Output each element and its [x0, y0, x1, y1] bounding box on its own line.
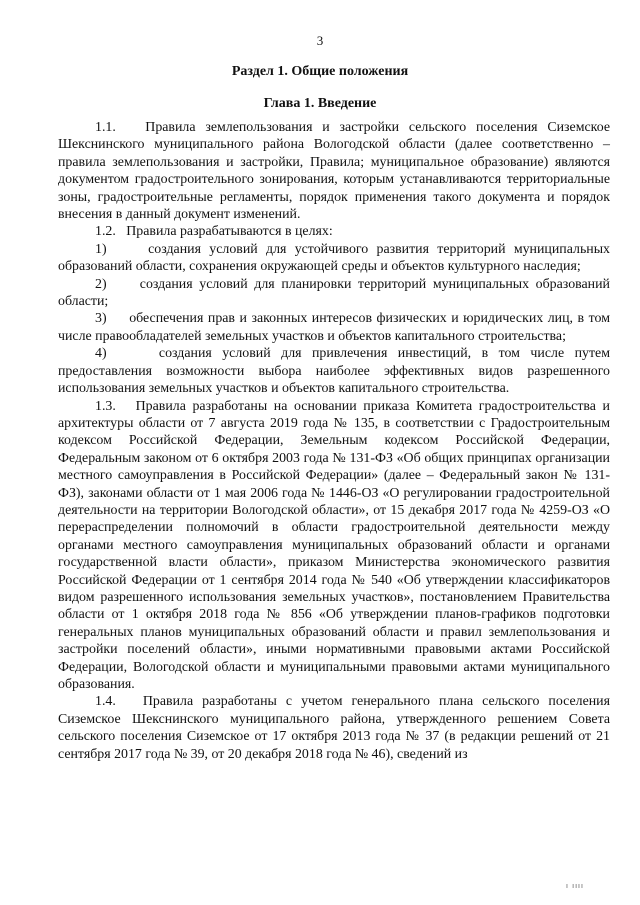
paragraph-1-4: 1.4. Правила разработаны с учетом генерального плана сельского поселения Сиземское Шекснинского муниципального района, утвержденного решением Совета сельского поселения Сиземское от 17 октября 2013 года № 37 (в редакции решений от 21 сентября 2017 года № 39, от 20 декабря 2018 года № 46), сведений из: [58, 694, 610, 762]
paragraph-1-1: 1.1. Правила землепользования и застройки сельского поселения Сиземское Шекснинского муниципального района Вологодской области (далее соответственно – правила землепользования и застройки, Правила; муниципальное образование) являются документом градостроительного зонирования, которым устанавливаются территориальные зоны, градостроительные регламенты, порядок применения такого документа и порядок внесения в данный документ изменений.: [58, 120, 610, 223]
list-item-1: 1) создания условий для устойчивого развития территорий муниципальных образований области, сохранения окружающей среды и объектов культурного наследия;: [58, 241, 610, 275]
paragraph-1-3: 1.3. Правила разработаны на основании приказа Комитета градостроительства и архитектуры области от 7 августа 2019 года № 135, в соответствии с Градостроительным кодексом Российской Федерации, Земельным кодексом Российской Федерации, Федеральным законом от 6 октября 2003 года № 131-ФЗ «Об общих принципах организации местного самоуправления в Российской Федерации» (далее – Федеральный закон № 131-ФЗ), законами области от 1 мая 2006 года № 1446-ОЗ «О регулировании градостроительной деятельности на территории Вологодской области», от 15 декабря 2017 года № 4259-ОЗ «О перераспределении полномочий в области градостроительной деятельности между органами местного самоуправления муниципальных образований области и органами государственной власти области», приказом Министерства экономического развития Российской Федерации от 1 сентября 2014 года № 540 «Об утверждении классификаторов видом разрешенного использования земельных участков», постановлением Правительства области от 1 октября 2018 года № 856 «Об утверждении планов-графиков подготовки генеральных планов муниципальных образований области и правил землепользования и застройки поселений области», иными нормативными правовыми актами Российской Федерации, Вологодской области и муниципальными правовыми актами муниципального образования.: [58, 398, 610, 692]
section-title: Раздел 1. Общие положения: [231, 64, 409, 79]
document-body: [58, 119, 610, 763]
scan-mark: ı ıııı: [566, 882, 584, 890]
list-item-4: 4) создания условий для привлечения инвестиций, в том числе путем предоставления возможности выбора наиболее эффективных видов разрешенного использования земельных участков и объектов капитального строительства.: [58, 346, 610, 397]
list-item-2: 2) создания условий для планировки территорий муниципальных образований области;: [58, 276, 610, 310]
chapter-title: Глава 1. Введение: [263, 96, 377, 111]
list-item-3: 3) обеспечения прав и законных интересов физических и юридических лиц, в том числе правообладателей земельных участков и объектов капитального строительства;: [58, 311, 610, 344]
page-number: 3: [316, 33, 324, 48]
paragraph-1-2: 1.2. Правила разрабатываются в целях:: [95, 224, 333, 240]
